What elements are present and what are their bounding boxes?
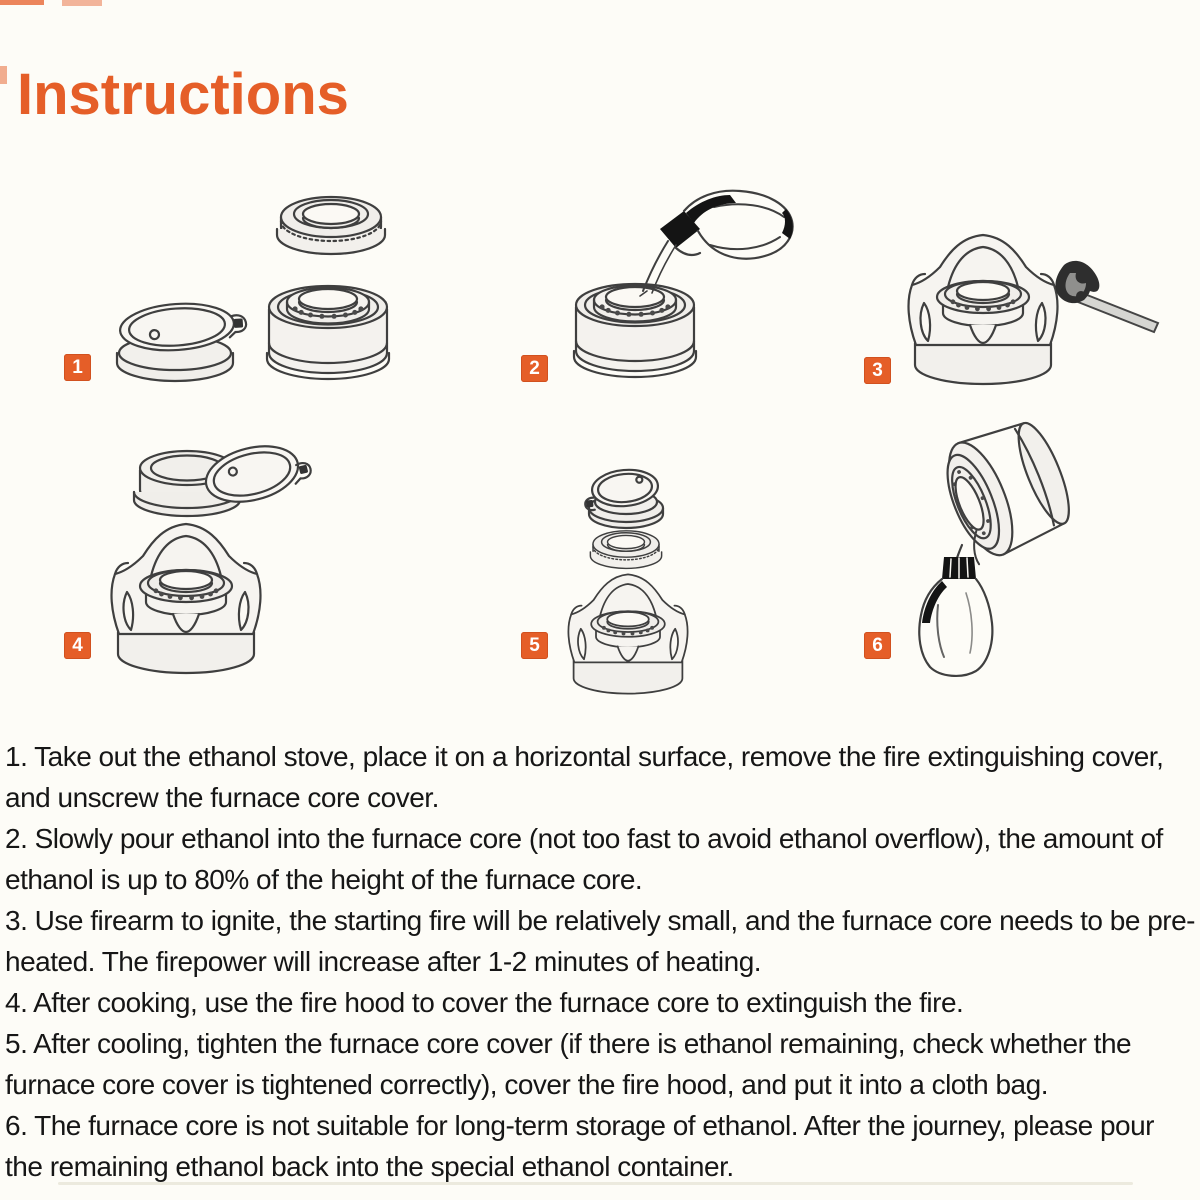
- igniting-stove-illustration-icon: [850, 155, 1190, 415]
- stove-disassembled-illustration-icon: [55, 155, 475, 415]
- step-number: 3: [872, 359, 883, 381]
- figure-step-6: [850, 405, 1190, 715]
- figure-step-4: [55, 430, 475, 700]
- step-badge-3: [864, 357, 891, 384]
- scan-artifact: [0, 0, 44, 5]
- instruction-item-6: 6. The furnace core is not suitable for long-term storage of ethanol. After the journey, please pour the remaining ethanol back into the special ethanol container.: [5, 1110, 1154, 1182]
- step-badge-6: [864, 632, 891, 659]
- instruction-item-5: 5. After cooling, tighten the furnace core cover (if there is ethanol remaining, check whether the furnace core cover is tightened correctly), cover the fire hood, and put it into a cloth bag.: [5, 1028, 1132, 1100]
- scan-artifact: [62, 0, 102, 6]
- step-badge-4: [64, 632, 91, 659]
- figure-step-3: [850, 155, 1190, 415]
- figure-step-5: [500, 430, 850, 720]
- match-icon: [1055, 261, 1158, 332]
- page-title: Instructions: [17, 61, 349, 127]
- ethanol-bottle-icon: [919, 557, 992, 676]
- instruction-item-2: 2. Slowly pour ethanol into the furnace core (not too fast to avoid ethanol overflow), the amount of ethanol is up to 80% of the height of the furnace core.: [5, 823, 1163, 895]
- step-number: 5: [529, 634, 540, 656]
- fire-hood-cover-illustration-icon: [55, 430, 475, 700]
- instruction-item-3: 3. Use firearm to ignite, the starting fire will be relatively small, and the furnace core needs to be pre-heated. The firepower will increase after 1-2 minutes of heating.: [5, 905, 1195, 977]
- step-number: 4: [72, 634, 83, 656]
- figure-step-2: [500, 155, 850, 415]
- exploded-stack-illustration-icon: [500, 430, 850, 720]
- scan-artifact: [0, 66, 7, 84]
- figure-step-1: [55, 155, 475, 415]
- instruction-text-block: [5, 736, 1195, 1187]
- step-number: 1: [72, 356, 83, 378]
- instruction-item-1: 1. Take out the ethanol stove, place it on a horizontal surface, remove the fire extinguishing cover, and unscrew the furnace core cover.: [5, 741, 1164, 813]
- scan-artifact-line: [58, 1182, 1133, 1185]
- pour-back-illustration-icon: [850, 405, 1190, 715]
- furnace-core-cover-icon: [590, 531, 661, 569]
- instruction-item-4: 4. After cooking, use the fire hood to cover the furnace core to extinguish the fire.: [5, 987, 964, 1018]
- step-number: 6: [872, 634, 883, 656]
- tilted-stove-icon: [933, 412, 1081, 565]
- step-number: 2: [529, 357, 540, 379]
- step-badge-1: [64, 354, 91, 381]
- step-badge-5: [521, 632, 548, 659]
- step-badge-2: [521, 355, 548, 382]
- pouring-ethanol-illustration-icon: [500, 155, 850, 415]
- ethanol-bottle-icon: [660, 191, 793, 259]
- closed-fire-hood-icon: [583, 467, 663, 528]
